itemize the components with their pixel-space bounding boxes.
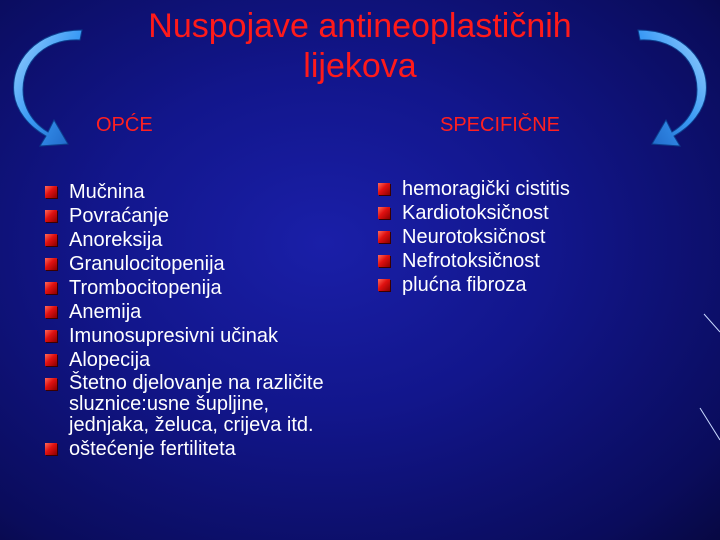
list-item: Anoreksija — [45, 229, 345, 251]
list-item: Imunosupresivni učinak — [45, 325, 345, 347]
list-item: hemoragički cistitis — [378, 178, 698, 200]
slide-title — [80, 6, 640, 86]
curved-arrow-right-icon — [630, 28, 710, 148]
curved-arrow-left-icon — [10, 28, 90, 148]
square-bullet-icon — [45, 354, 57, 366]
list-item: Anemija — [45, 301, 345, 323]
heading-specificne: SPECIFIČNE — [440, 114, 561, 136]
list-item: Štetno djelovanje na različite sluznice:usne šupljine, jednjaka, želuca, crijeva itd. — [45, 373, 345, 436]
list-item: Povraćanje — [45, 205, 345, 227]
list-item: oštećenje fertiliteta — [45, 438, 345, 460]
square-bullet-icon — [378, 231, 390, 243]
list-item: plućna fibroza — [378, 274, 698, 296]
list-specificne — [378, 178, 698, 298]
square-bullet-icon — [45, 306, 57, 318]
title-line-2: lijekova — [303, 47, 417, 85]
list-item: Nefrotoksičnost — [378, 250, 698, 272]
list-item: Mučnina — [45, 181, 345, 203]
list-item: Trombocitopenija — [45, 277, 345, 299]
square-bullet-icon — [45, 443, 57, 455]
square-bullet-icon — [45, 330, 57, 342]
square-bullet-icon — [378, 255, 390, 267]
square-bullet-icon — [45, 186, 57, 198]
square-bullet-icon — [45, 234, 57, 246]
title-line-1: Nuspojave antineoplastičnih — [148, 7, 572, 45]
decorative-lines — [690, 300, 720, 450]
square-bullet-icon — [378, 279, 390, 291]
square-bullet-icon — [45, 210, 57, 222]
square-bullet-icon — [45, 258, 57, 270]
square-bullet-icon — [45, 378, 57, 390]
square-bullet-icon — [378, 183, 390, 195]
heading-opce: OPĆE — [96, 114, 153, 136]
list-item: Granulocitopenija — [45, 253, 345, 275]
list-opce — [45, 181, 345, 462]
list-item: Neurotoksičnost — [378, 226, 698, 248]
list-item: Alopecija — [45, 349, 345, 371]
square-bullet-icon — [45, 282, 57, 294]
square-bullet-icon — [378, 207, 390, 219]
list-item: Kardiotoksičnost — [378, 202, 698, 224]
